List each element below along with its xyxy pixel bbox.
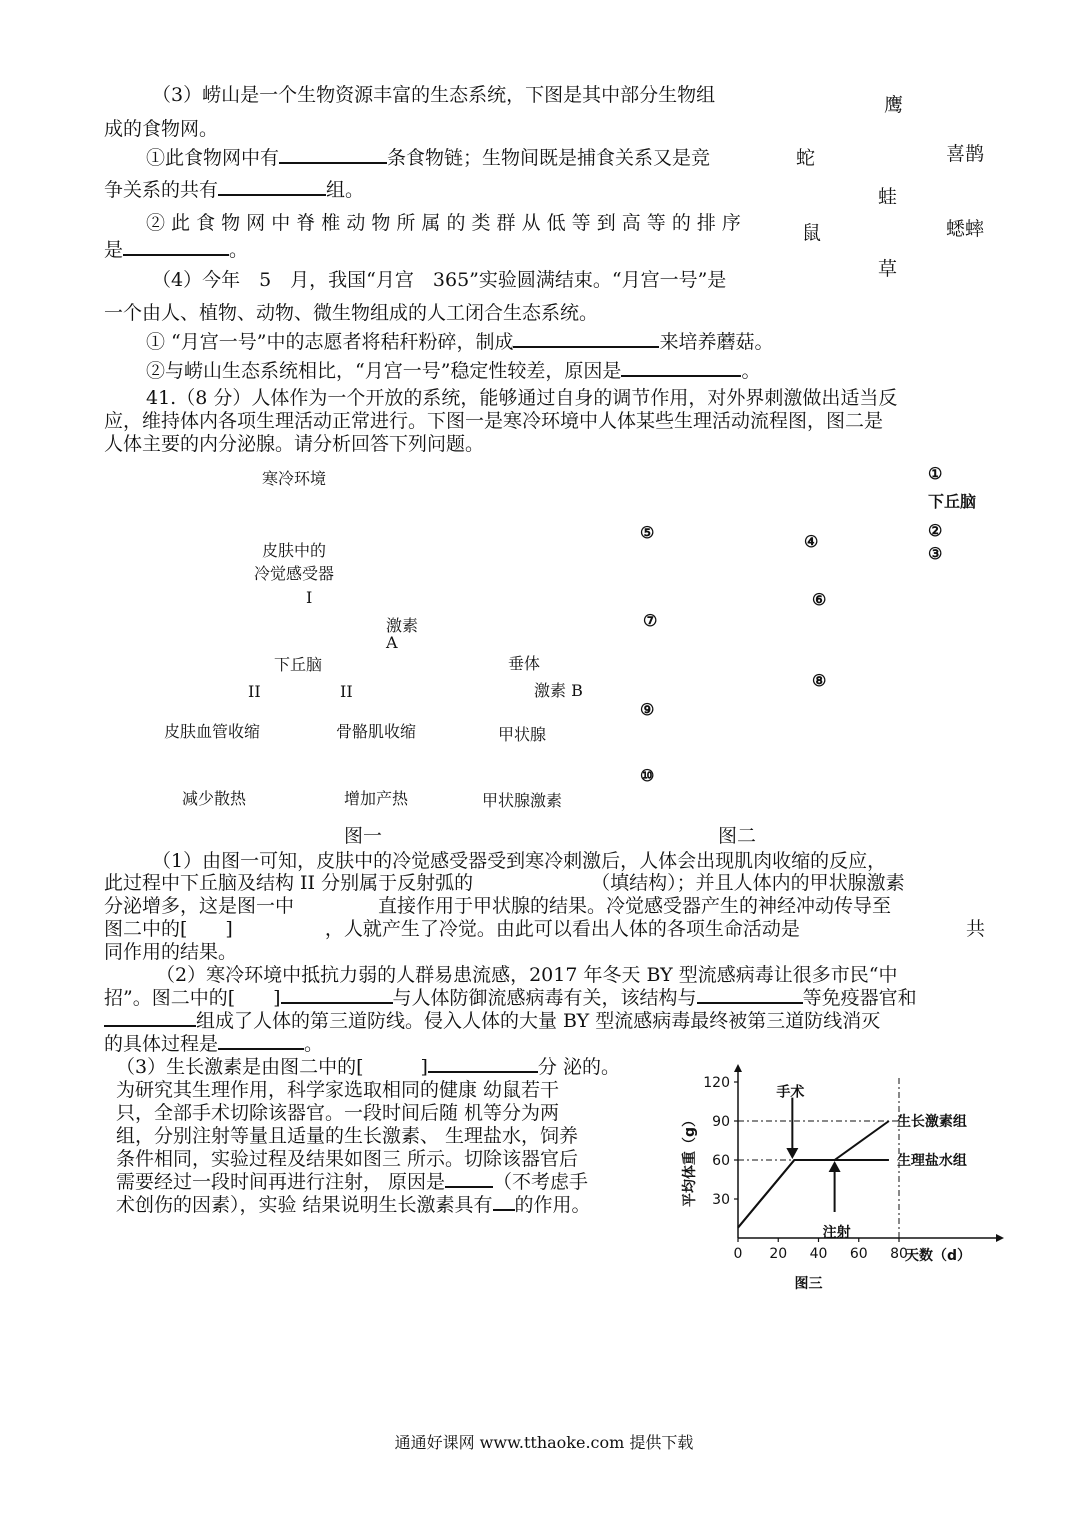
answer-blank[interactable] bbox=[697, 984, 803, 1004]
y-tick-label: 90 bbox=[712, 1114, 730, 1130]
q3-line5: ② 此 食 物 网 中 脊 椎 动 物 所 属 的 类 群 从 低 等 到 高 等 的 排 序 bbox=[146, 212, 741, 234]
q3-line1: （3）崂山是一个生物资源丰富的生态系统，下图是其中部分生物组 bbox=[152, 84, 716, 106]
q3-line3-a: ①此食物网中有 bbox=[146, 147, 280, 169]
figure3-chart bbox=[672, 1060, 1012, 1290]
q41-3-line7 bbox=[116, 1190, 591, 1217]
q3-line2: 成的食物网。 bbox=[104, 118, 219, 140]
fig2-label-9: ⑨ bbox=[640, 700, 655, 719]
q4-line2: 一个由人、植物、动物、微生物组成的人工闭合生态系统。 bbox=[104, 302, 599, 324]
q41-1-line4-a: 图二中的[ ] bbox=[104, 918, 233, 940]
q4-line1: （4）今年 5 月，我国“月宫 365”实验圆满结束。“月宫一号”是 bbox=[152, 269, 727, 291]
q41-3-line6-a: 需要经过一段时间再进行注射， 原因是 bbox=[116, 1171, 446, 1193]
annotation-surgery: 手术 bbox=[776, 1084, 805, 1101]
fig2-label-1: ① bbox=[928, 464, 943, 483]
x-tick-label: 0 bbox=[733, 1246, 743, 1262]
q41-2-line1: （2）寒冷环境中抵抗力弱的人群易患流感，2017 年冬天 BY 型流感病毒让很多市民“中 bbox=[156, 964, 898, 986]
y-tick-label: 120 bbox=[703, 1075, 730, 1091]
q41-3-line6-b: （不考虑手 bbox=[493, 1171, 589, 1193]
food-web-magpie: 喜鹊 bbox=[946, 143, 985, 165]
food-web-frog: 蛙 bbox=[878, 186, 898, 208]
fig1-roman-1: I bbox=[306, 588, 313, 607]
q41-1-line3-a: 分泌增多，这是图一中 bbox=[104, 895, 295, 917]
annotation-injection: 注射 bbox=[822, 1225, 851, 1241]
answer-blank[interactable] bbox=[281, 984, 393, 1004]
fig1-cold-environment: 寒冷环境 bbox=[262, 469, 327, 488]
fig2-label-4: ④ bbox=[804, 532, 819, 551]
fig2-label-5: ⑤ bbox=[640, 523, 655, 542]
answer-blank[interactable] bbox=[218, 176, 326, 196]
q41-3-line7-b: 的作用。 bbox=[514, 1194, 591, 1216]
q41-1-line4-b: ，人就产生了冷觉。由此可以看出人体的各项生命活动是 bbox=[324, 918, 800, 940]
answer-blank[interactable] bbox=[123, 236, 229, 256]
q41-1-line5: 同作用的结果。 bbox=[104, 941, 238, 963]
q3-line4-b: 组。 bbox=[326, 179, 365, 201]
q41-intro-line1: 41.（8 分）人体作为一个开放的系统，能够通过自身的调节作用，对外界刺激做出适当反 bbox=[146, 387, 898, 409]
q41-intro-line2: 应，维持体内各项生理活动正常进行。下图一是寒冷环境中人体某些生理活动流程图，图二是 bbox=[104, 410, 884, 432]
fig1-skin-receptor-1: 皮肤中的 bbox=[262, 541, 327, 560]
q41-3-line2: 为研究其生理作用，科学家选取相同的健康 幼鼠若干 bbox=[116, 1079, 560, 1101]
q4-line4-b: 。 bbox=[741, 360, 761, 382]
answer-blank[interactable] bbox=[493, 1191, 515, 1211]
q3-line3-b: 条食物链；生物间既是捕食关系又是竞 bbox=[387, 147, 711, 169]
fig1-hormone-a-2: A bbox=[386, 633, 398, 652]
q41-3-line1-a: （3）生长激素是由图二中的[ ] bbox=[116, 1056, 428, 1078]
q41-3-line3: 只，全部手术切除该器官。一段时间后随 机等分为两 bbox=[116, 1102, 560, 1124]
q41-3-line4: 组，分别注射等量且适量的生长激素、 生理盐水，饲养 bbox=[116, 1125, 579, 1147]
x-axis-label: 天数（d） bbox=[905, 1248, 972, 1264]
fig1-hypothalamus: 下丘脑 bbox=[274, 655, 323, 674]
fig2-label-3: ③ bbox=[928, 544, 943, 563]
q3-line6-b: 。 bbox=[229, 239, 249, 261]
fig2-label-8: ⑧ bbox=[812, 671, 827, 690]
q3-line6-a: 是 bbox=[104, 239, 124, 261]
food-web-grass: 草 bbox=[878, 258, 898, 280]
fig1-reduce-heat: 减少散热 bbox=[182, 789, 247, 808]
q4-line4-a: ②与崂山生态系统相比，“月宫一号”稳定性较差，原因是 bbox=[146, 360, 622, 382]
fig2-hypothalamus: 下丘脑 bbox=[928, 492, 977, 511]
q4-line3-a: ① “月宫一号”中的志愿者将秸秆粉碎，制成 bbox=[146, 331, 514, 353]
fig2-label-6: ⑥ bbox=[812, 590, 827, 609]
x-tick-label: 20 bbox=[769, 1246, 788, 1262]
y-axis-label: 平均体重（g） bbox=[682, 1112, 698, 1208]
q41-1-line4-c: 共 bbox=[966, 918, 986, 940]
q4-line3-b: 来培养蘑菇。 bbox=[659, 331, 774, 353]
q3-line6 bbox=[104, 235, 248, 262]
fig1-skin-receptor-2: 冷觉感受器 bbox=[254, 564, 335, 583]
q3-line4 bbox=[104, 175, 364, 202]
q41-2-line4-a: 的具体过程是 bbox=[104, 1033, 219, 1055]
food-web-snake: 蛇 bbox=[796, 147, 816, 169]
q41-1-line2-b: （填结构）；并且人体内的甲状腺激素 bbox=[591, 872, 905, 894]
food-web-eagle: 鹰 bbox=[884, 94, 904, 116]
series-line-2 bbox=[738, 1160, 889, 1228]
q4-line3 bbox=[146, 327, 773, 354]
x-tick-label: 80 bbox=[890, 1246, 908, 1262]
q41-2-line3-b: 组成了人体的第三道防线。侵入人体的大量 BY 型流感病毒最终被第三道防线消灭 bbox=[196, 1010, 881, 1032]
q41-intro-line3: 人体主要的内分泌腺。请分析回答下列问题。 bbox=[104, 433, 485, 455]
q41-1-line2-a: 此过程中下丘脑及结构 II 分别属于反射弧的 bbox=[104, 872, 474, 894]
q41-2-line2-b: 与人体防御流感病毒有关，该结构与 bbox=[392, 987, 697, 1009]
annotation-injection-arrowhead bbox=[829, 1161, 841, 1172]
fig1-roman-2a: II bbox=[248, 682, 261, 701]
answer-blank[interactable] bbox=[218, 1030, 304, 1050]
fig1-pituitary: 垂体 bbox=[508, 654, 541, 673]
answer-blank[interactable] bbox=[279, 144, 387, 164]
q41-1-line1: （1）由图一可知，皮肤中的冷觉感受器受到寒冷刺激后，人体会出现肌肉收缩的反应， bbox=[152, 850, 887, 872]
footer-source: 通通好课网 www.tthaoke.com 提供下载 bbox=[394, 1433, 694, 1452]
y-tick-label: 60 bbox=[712, 1153, 730, 1169]
y-axis-arrow bbox=[734, 1064, 742, 1072]
y-tick-label: 30 bbox=[712, 1192, 730, 1208]
q3-line4-a: 争关系的共有 bbox=[104, 179, 219, 201]
answer-blank[interactable] bbox=[513, 328, 659, 348]
q41-3-line1-b: 分 泌的。 bbox=[537, 1056, 620, 1078]
answer-blank[interactable] bbox=[104, 1007, 196, 1027]
answer-blank[interactable] bbox=[428, 1053, 538, 1073]
fig1-caption: 图一 bbox=[344, 825, 383, 847]
fig2-caption: 图二 bbox=[718, 825, 757, 847]
fig1-increase-heat: 增加产热 bbox=[344, 789, 409, 808]
q41-1-line3-b: 直接作用于甲状腺的结果。冷觉感受器产生的神经冲动传导至 bbox=[378, 895, 892, 917]
fig1-hormone-a-1: 激素 bbox=[386, 616, 419, 635]
fig2-label-7: ⑦ bbox=[643, 611, 658, 630]
fig1-skin-vessel: 皮肤血管收缩 bbox=[164, 722, 261, 741]
q41-3-line5: 条件相同，实验过程及结果如图三 所示。切除该器官后 bbox=[116, 1148, 579, 1170]
fig1-thyroid: 甲状腺 bbox=[498, 725, 547, 744]
x-tick-label: 40 bbox=[809, 1246, 828, 1262]
fig2-label-2: ② bbox=[928, 521, 943, 540]
answer-blank[interactable] bbox=[621, 357, 741, 377]
answer-blank[interactable] bbox=[445, 1168, 493, 1188]
fig1-thyroid-hormone: 甲状腺激素 bbox=[482, 791, 563, 810]
series-label-1: 生长激素组 bbox=[896, 1114, 967, 1130]
fig1-hormone-b: 激素 B bbox=[534, 681, 583, 700]
food-web-mouse: 鼠 bbox=[802, 222, 822, 244]
q3-line3 bbox=[146, 143, 710, 170]
series-line-1 bbox=[738, 1121, 889, 1228]
series-label-2: 生理盐水组 bbox=[896, 1153, 967, 1169]
fig1-muscle: 骨骼肌收缩 bbox=[336, 722, 417, 741]
fig2-label-10: ⑩ bbox=[640, 766, 655, 785]
q4-line4 bbox=[146, 356, 760, 383]
chart-title: 图三 bbox=[794, 1276, 823, 1290]
q41-2-line2-c: 等免疫器官和 bbox=[802, 987, 917, 1009]
food-web-cricket: 蟋蟀 bbox=[946, 218, 985, 240]
q41-3-line7-a: 术创伤的因素），实验 结果说明生长激素具有 bbox=[116, 1194, 493, 1216]
x-axis-arrow bbox=[996, 1234, 1004, 1242]
annotation-surgery-arrowhead bbox=[786, 1148, 798, 1159]
q41-2-line4-b: 。 bbox=[304, 1033, 324, 1055]
q41-2-line2-a: 招”。图二中的[ ] bbox=[104, 987, 281, 1009]
x-tick-label: 60 bbox=[849, 1246, 868, 1262]
fig1-roman-2b: II bbox=[340, 682, 353, 701]
